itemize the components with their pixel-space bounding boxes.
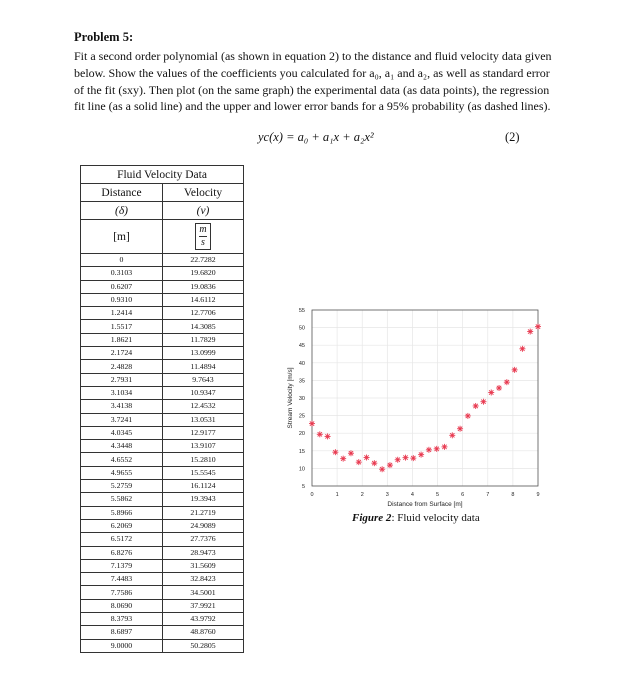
velocity-cell: 48.8760 [163,626,244,639]
table-row [81,360,244,373]
distance-cell: 6.8276 [81,546,163,559]
distance-header: Distance [81,184,163,202]
x-tick-label: 4 [410,492,414,498]
data-point [364,454,370,460]
velocity-header: Velocity [163,184,244,202]
data-point [449,432,455,438]
table-row [81,453,244,466]
distance-cell: 7.1379 [81,559,163,572]
velocity-cell: 34.5001 [163,586,244,599]
distance-cell: 6.5172 [81,533,163,546]
y-tick-label: 30 [298,396,305,402]
distance-cell: 5.5862 [81,493,163,506]
x-tick-label: 3 [385,492,389,498]
y-tick-label: 35 [298,378,305,385]
table-row [81,506,244,519]
velocity-cell: 16.1124 [163,480,244,493]
x-tick-label: 9 [536,492,540,498]
velocity-cell: 19.3943 [163,493,244,506]
y-tick-label: 55 [298,308,305,314]
table-body [81,254,244,653]
distance-cell: 6.2069 [81,519,163,532]
velocity-cell: 13.0531 [163,413,244,426]
data-point [356,459,362,465]
velocity-cell: 32.8423 [163,573,244,586]
x-tick-label: 5 [436,492,440,498]
data-point [480,399,486,405]
velocity-cell: 37.9921 [163,599,244,612]
x-tick-label: 2 [360,492,364,498]
table-row [81,533,244,546]
data-point [465,413,471,419]
velocity-cell: 11.7829 [163,333,244,346]
distance-cell: 2.4828 [81,360,163,373]
distance-cell: 0.9310 [81,293,163,306]
table-row [81,426,244,439]
table-row [81,639,244,652]
velocity-cell: 28.9473 [163,546,244,559]
x-tick-label: 6 [461,492,465,498]
table-row [81,293,244,306]
table-row [81,586,244,599]
data-point [348,450,354,456]
velocity-cell: 14.3085 [163,320,244,333]
y-tick-label: 40 [298,360,305,367]
table-caption: Fluid Velocity Data [81,166,244,184]
data-point [309,421,315,427]
distance-cell: 1.5517 [81,320,163,333]
table-row [81,307,244,320]
y-tick-label: 25 [298,413,305,420]
velocity-cell: 24.9089 [163,519,244,532]
table-row [81,519,244,532]
y-tick-label: 50 [298,325,305,332]
distance-cell: 1.8621 [81,333,163,346]
table-row [81,573,244,586]
data-point [325,433,331,439]
data-point [504,379,510,385]
velocity-cell: 9.7643 [163,373,244,386]
distance-cell: 3.4138 [81,400,163,413]
data-point [371,460,377,466]
figure-label: Figure 2 [352,512,392,524]
data-point [418,452,424,458]
y-tick-label: 20 [298,431,305,438]
problem-heading: Problem 5: [74,30,134,44]
data-point [457,426,463,432]
y-tick-label: 10 [298,466,305,473]
y-axis-label: Stream Velocity [m/s] [287,367,294,429]
data-point [387,462,393,468]
velocity-cell: 15.5545 [163,466,244,479]
equation-number: (2) [505,130,520,144]
data-point [496,385,502,391]
distance-cell: 4.6552 [81,453,163,466]
velocity-cell: 19.6820 [163,267,244,280]
velocity-cell: 12.9177 [163,426,244,439]
distance-cell: 0 [81,254,163,267]
velocity-cell: 10.9347 [163,386,244,399]
y-tick-label: 5 [301,484,305,490]
velocity-cell: 22.7282 [163,254,244,267]
velocity-cell: 13.0999 [163,347,244,360]
distance-cell: 7.7586 [81,586,163,599]
velocity-cell: 19.0836 [163,280,244,293]
velocity-cell: 14.6112 [163,293,244,306]
distance-cell: 0.3103 [81,267,163,280]
velocity-cell: 50.2805 [163,639,244,652]
data-point [473,403,479,409]
problem-statement: Fit a second order polynomial (as shown in equation 2) to the distance and fluid velocity data given below. Show the values of the coefficients you calculated for a₀, a₁ and a₂, as well as standard error of the fit (sxy). Then plot (on the same graph) the experimental data (as data points), the regression fit line (as a solid line) and the upper and lower error bands for a 95% probability (as dashed lines). [74,49,552,114]
distance-cell: 9.0000 [81,639,163,652]
table-row [81,254,244,267]
data-point [410,455,416,461]
data-point [395,457,401,463]
data-point [535,324,541,330]
table-row [81,626,244,639]
table-row [81,373,244,386]
data-point [317,431,323,437]
velocity-unit-denominator: s [201,237,205,248]
distance-cell: 8.0690 [81,599,163,612]
table-row [81,559,244,572]
data-point [527,329,533,335]
velocity-cell: 11.4894 [163,360,244,373]
equation: yc(x) = a₀ + a₁x + a₂x² [258,130,374,144]
table-row [81,546,244,559]
data-point [434,446,440,452]
distance-cell: 1.2414 [81,307,163,320]
velocity-cell: 12.4532 [163,400,244,413]
velocity-unit-fraction [195,223,210,250]
data-point [512,367,518,373]
distance-cell: 4.3448 [81,440,163,453]
distance-cell: 0.6207 [81,280,163,293]
velocity-cell: 21.2719 [163,506,244,519]
x-tick-label: 0 [310,492,314,498]
table-row [81,480,244,493]
data-point [426,447,432,453]
table-row [81,347,244,360]
velocity-unit-numerator: m [199,224,207,235]
velocity-cell: 13.9107 [163,440,244,453]
velocity-symbol: (v) [163,202,244,220]
distance-cell: 7.4483 [81,573,163,586]
x-tick-label: 8 [511,492,515,498]
y-tick-label: 15 [298,448,305,455]
table-row [81,413,244,426]
data-point [488,390,494,396]
figure-text: : Fluid velocity data [391,512,480,524]
velocity-cell: 43.9792 [163,613,244,626]
distance-symbol: (δ) [81,202,163,220]
table-row [81,333,244,346]
data-point [403,455,409,461]
velocity-cell: 12.7706 [163,307,244,320]
distance-cell: 8.6897 [81,626,163,639]
table-row [81,613,244,626]
x-tick-label: 7 [486,492,490,498]
y-tick-label: 45 [298,343,305,350]
table-row [81,267,244,280]
table-row [81,466,244,479]
data-point [332,449,338,455]
distance-cell: 3.7241 [81,413,163,426]
x-tick-label: 1 [335,492,339,498]
distance-cell: 8.3793 [81,613,163,626]
distance-cell: 5.8966 [81,506,163,519]
table-row [81,386,244,399]
data-point [379,466,385,472]
distance-cell: 4.9655 [81,466,163,479]
data-point [519,346,525,352]
data-point [340,456,346,462]
velocity-unit [163,220,244,254]
distance-cell: 2.7931 [81,373,163,386]
velocity-cell: 27.7376 [163,533,244,546]
distance-unit: [m] [81,220,163,254]
velocity-cell: 31.5609 [163,559,244,572]
velocity-scatter-chart [278,300,548,510]
distance-cell: 3.1034 [81,386,163,399]
table-row [81,599,244,612]
velocity-data-table [80,165,244,653]
table-row [81,493,244,506]
data-point [441,444,447,450]
figure-caption [352,512,480,524]
table-row [81,320,244,333]
distance-cell: 2.1724 [81,347,163,360]
distance-cell: 4.0345 [81,426,163,439]
velocity-cell: 15.2810 [163,453,244,466]
distance-cell: 5.2759 [81,480,163,493]
x-axis-label: Distance from Surface [m] [387,501,463,508]
table-row [81,280,244,293]
table-row [81,400,244,413]
table-row [81,440,244,453]
